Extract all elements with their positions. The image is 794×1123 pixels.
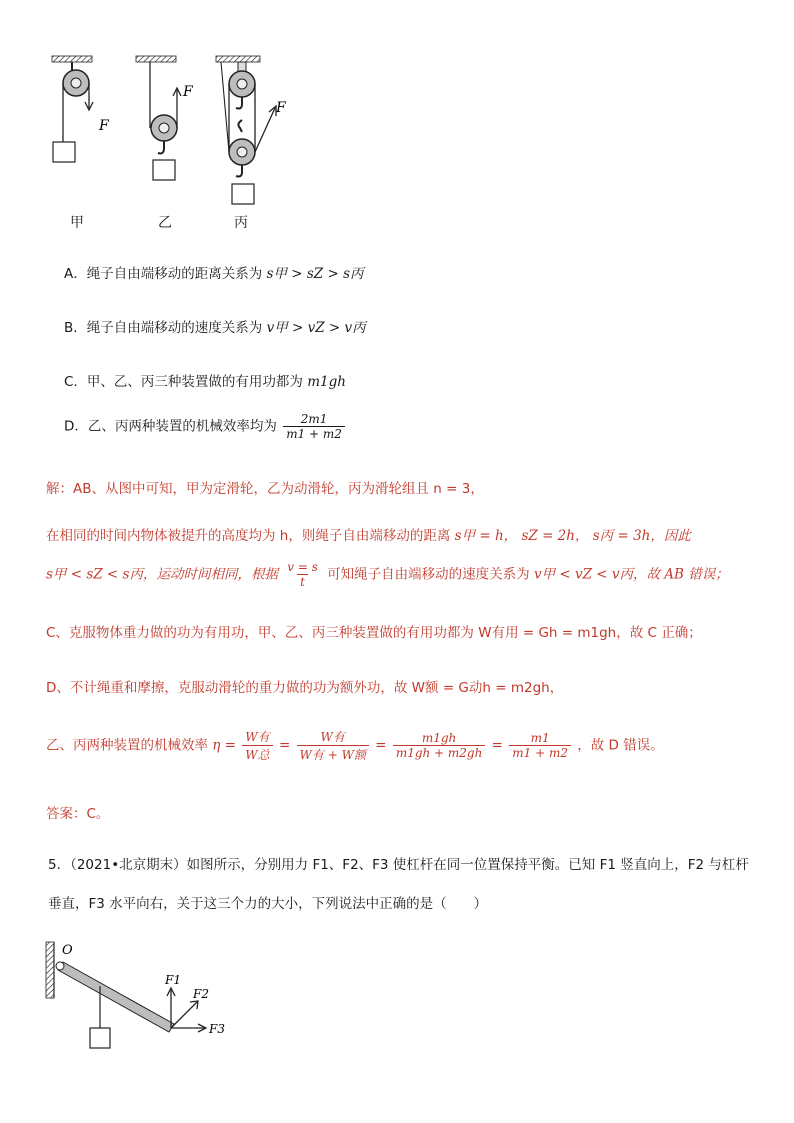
- solution-line-4: C、克服物体重力做的功为有用功，甲、乙、丙三种装置做的有用功都为 W有用 = Gh = m1gh，故 C 正确；: [46, 625, 702, 641]
- option-b-math: v甲 > vZ > v丙: [266, 320, 366, 336]
- pulley-bing: [216, 56, 287, 204]
- option-d-fraction: [283, 412, 345, 441]
- force-label: F: [276, 100, 286, 116]
- caption-bing: 丙: [234, 215, 248, 231]
- question-5-line-2: 垂直，F3 水平向右，关于这三个力的大小，下列说法中正确的是（ ）: [48, 896, 488, 912]
- force-label: F: [99, 118, 109, 134]
- pulley-figure: [40, 52, 300, 234]
- pulley-jia: [52, 56, 110, 162]
- velocity-formula: $\frac{v = s}{t}$: [287, 560, 318, 589]
- fraction-denominator: m1 + m2: [283, 426, 345, 441]
- option-b: [64, 316, 366, 336]
- caption-yi: 乙: [158, 215, 172, 231]
- option-a-text: A．绳子自由端移动的距离关系为: [64, 266, 263, 282]
- lever-figure: [40, 940, 240, 1055]
- efficiency-frac-1: $\frac{\text{W有}}{\text{W总}}$: [242, 728, 272, 763]
- force-label-f2: F2: [193, 987, 209, 1001]
- option-a-math: s甲 > sZ > s丙: [266, 266, 364, 282]
- question-5-line-1: 5．（2021•北京期末）如图所示，分别用力 F1、F2、F3 使杠杆在同一位置保持平衡。已知 F1 竖直向上，F2 与杠杆: [48, 857, 749, 873]
- option-c-math: m1gh: [307, 374, 346, 390]
- solution-line-3: s甲 < sZ < s丙，运动时间相同，根据 $\frac{v = s}{t}$ 可知绳子自由端移动的速度关系为 v甲 < vZ < v丙，故 AB 错误；: [46, 560, 729, 589]
- force-label-f1: F1: [165, 973, 181, 987]
- solution-line-1: 解：AB、从图中可知，甲为定滑轮，乙为动滑轮，丙为滑轮组且 n = 3，: [46, 481, 484, 497]
- pulley-yi: [136, 56, 194, 180]
- option-a: [64, 262, 364, 282]
- efficiency-frac-4: $\frac{m1}{m1 + m2}$: [509, 731, 571, 760]
- option-d-text: D．乙、丙两种装置的机械效率均为: [64, 418, 277, 435]
- option-c: [64, 370, 346, 390]
- option-c-text: C．甲、乙、丙三种装置做的有用功都为: [64, 374, 303, 390]
- caption-jia: 甲: [70, 215, 84, 231]
- pivot-label: O: [62, 943, 73, 958]
- fraction-numerator: 2m1: [300, 412, 328, 426]
- efficiency-frac-2: $\frac{\text{W有}}{\text{W有 + W额}}$: [297, 728, 369, 763]
- answer: 答案：C。: [46, 806, 110, 822]
- force-label: F: [183, 84, 193, 100]
- solution-line-6: 乙、丙两种装置的机械效率 η = $\frac{\text{W有}}{\text{W总}}$ = $\frac{\text{W有}}{\text{W有 + W额}}$ = $\frac{m1gh}{m1gh + m2gh}$ = $\frac{m1}{m1 + m2}$ ，故 D 错误。: [46, 730, 664, 762]
- force-label-f3: F3: [209, 1022, 225, 1036]
- option-d: [64, 412, 347, 441]
- solution-line-2: 在相同的时间内物体被提升的高度均为 h，则绳子自由端移动的距离 s甲 = h， sZ = 2h， s丙 = 3h，因此: [46, 528, 691, 544]
- efficiency-frac-3: $\frac{m1gh}{m1gh + m2gh}$: [393, 731, 486, 760]
- option-b-text: B．绳子自由端移动的速度关系为: [64, 320, 263, 336]
- solution-line-5: D、不计绳重和摩擦，克服动滑轮的重力做的功为额外功，故 W额 = G动h = m2gh，: [46, 680, 564, 696]
